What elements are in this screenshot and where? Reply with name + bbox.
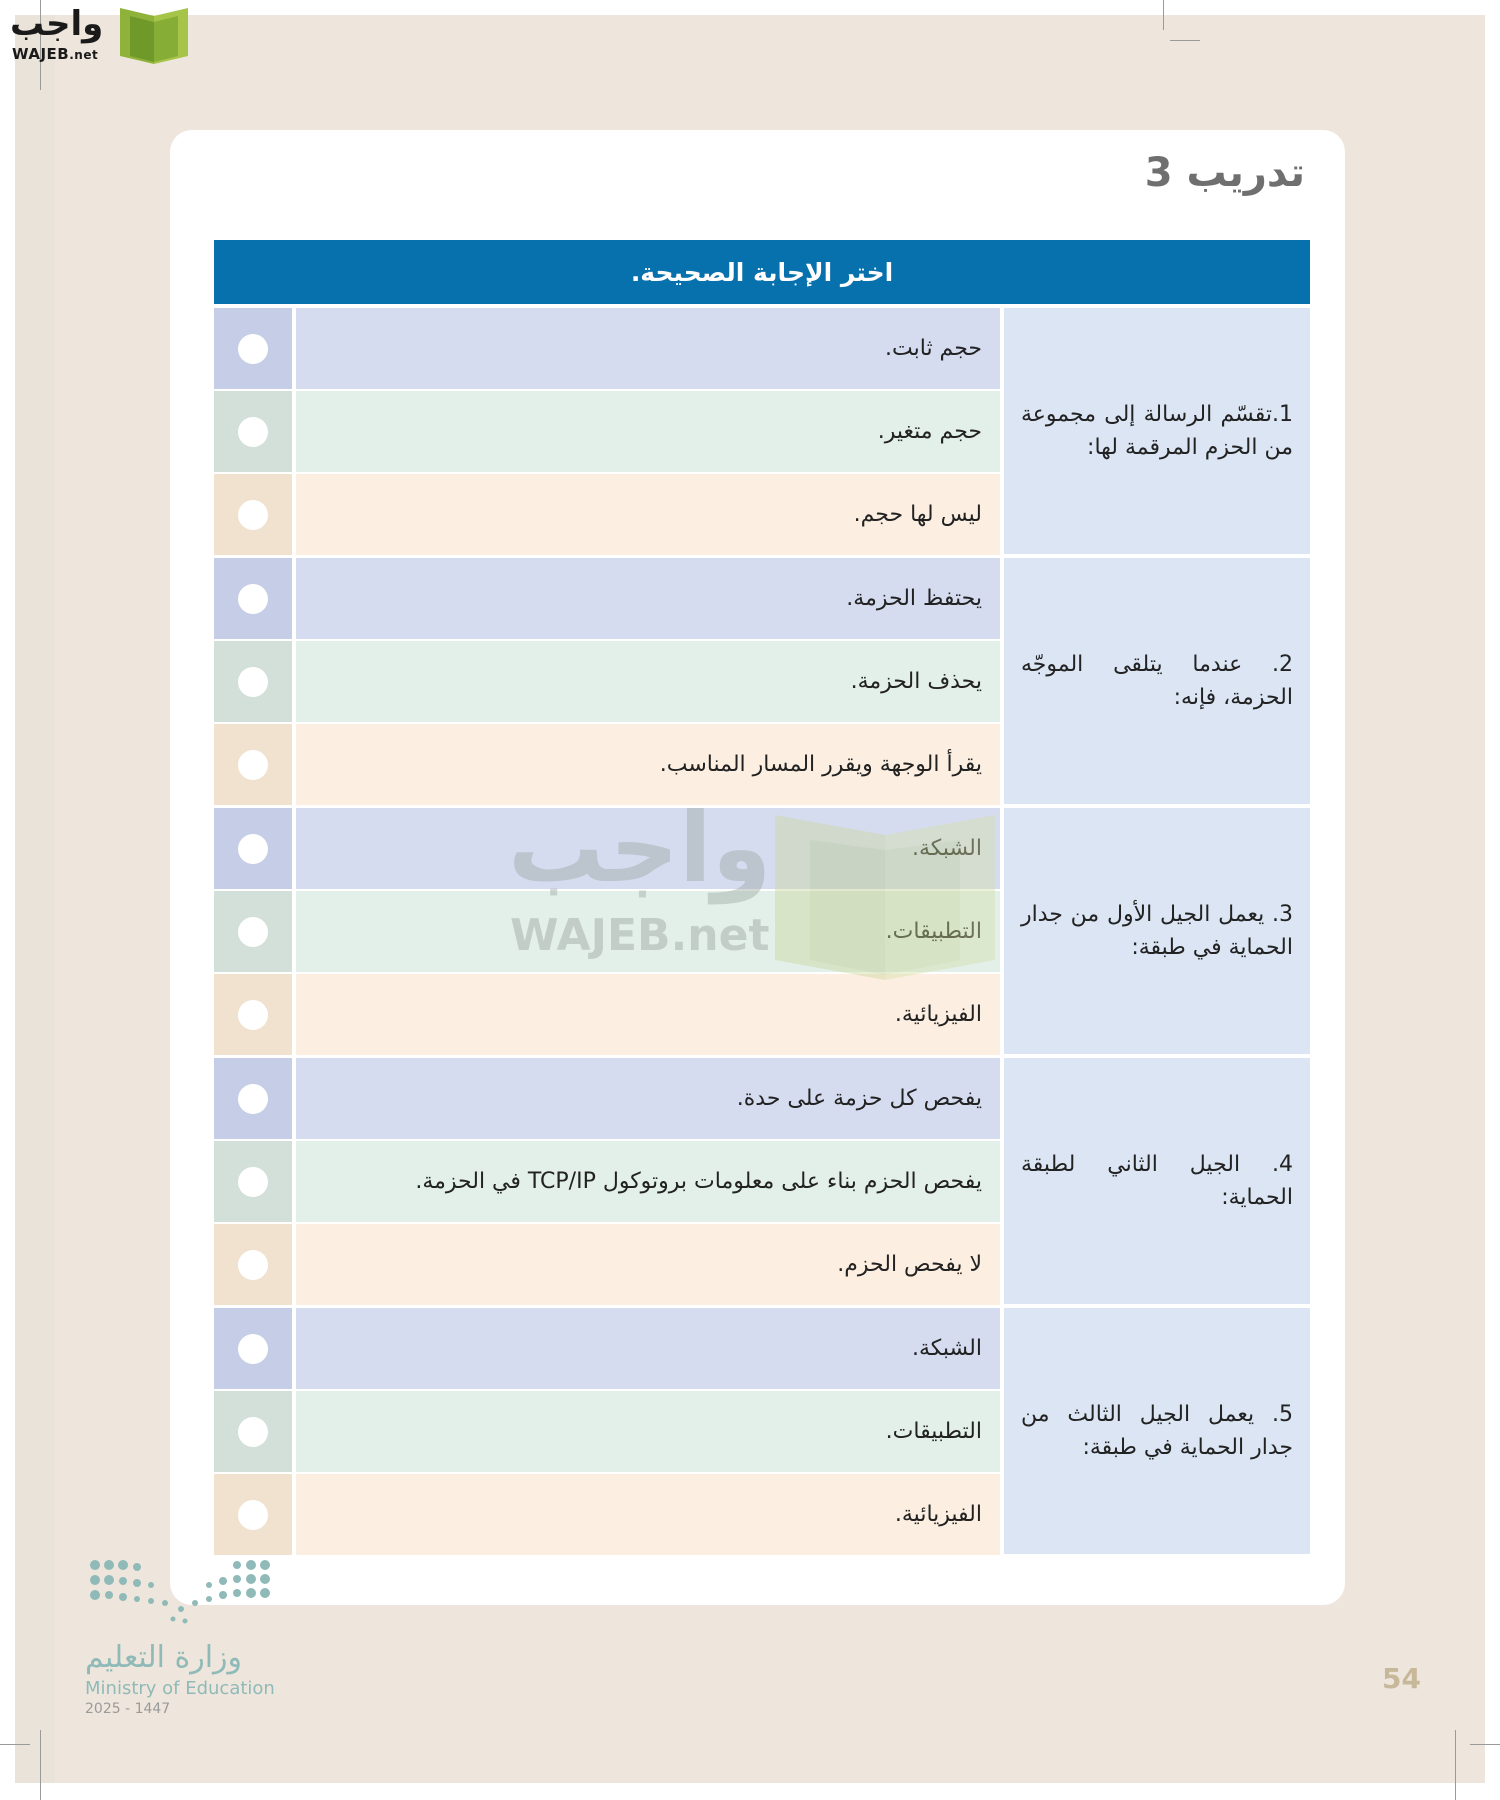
option-text: يفحص كل حزمة على حدة. [296, 1058, 1000, 1139]
question-cell [1004, 1058, 1310, 1304]
radio-button[interactable] [238, 584, 268, 614]
option-text: حجم ثابت. [296, 308, 1000, 389]
question-block [214, 1058, 1310, 1304]
question-cell [1004, 558, 1310, 804]
answer-option[interactable] [214, 391, 1000, 472]
question-text: 4. الجيل الثاني لطبقة الحماية: [1021, 1152, 1293, 1210]
instruction-banner: اختر الإجابة الصحيحة. [214, 240, 1310, 304]
answer-option[interactable] [214, 808, 1000, 889]
radio-cell[interactable] [214, 391, 292, 472]
radio-cell[interactable] [214, 308, 292, 389]
answer-option[interactable] [214, 1474, 1000, 1555]
option-text: لا يفحص الحزم. [296, 1224, 1000, 1305]
crop-mark [0, 1744, 30, 1745]
option-text: يحذف الحزمة. [296, 641, 1000, 722]
radio-cell[interactable] [214, 1141, 292, 1222]
ministry-english-name: Ministry of Education [85, 1678, 275, 1699]
crop-mark [40, 1730, 41, 1800]
radio-button[interactable] [238, 1167, 268, 1197]
ministry-arabic-name: وزارة التعليم [85, 1640, 243, 1675]
answer-option[interactable] [214, 974, 1000, 1055]
question-block [214, 1308, 1310, 1554]
radio-cell[interactable] [214, 808, 292, 889]
answer-option[interactable] [214, 474, 1000, 555]
wajeb-logo[interactable] [10, 4, 190, 68]
ministry-dots-icon [85, 1555, 275, 1625]
answer-option[interactable] [214, 641, 1000, 722]
radio-button[interactable] [238, 917, 268, 947]
radio-button[interactable] [238, 1334, 268, 1364]
question-cell [1004, 1308, 1310, 1554]
question-block [214, 558, 1310, 804]
option-text: التطبيقات. [296, 1391, 1000, 1472]
radio-cell[interactable] [214, 724, 292, 805]
radio-button[interactable] [238, 1417, 268, 1447]
question-cell [1004, 308, 1310, 554]
question-text: 1.تقسّم الرسالة إلى مجموعة من الحزم المرقمة لها: [1021, 402, 1293, 460]
option-text: يفحص الحزم بناء على معلومات بروتوكول TCP/IP في الحزمة. [296, 1141, 1000, 1222]
page-margin-strip [15, 15, 55, 1783]
radio-button[interactable] [238, 417, 268, 447]
radio-button[interactable] [238, 1500, 268, 1530]
question-block [214, 308, 1310, 554]
answer-option[interactable] [214, 308, 1000, 389]
answer-option[interactable] [214, 1308, 1000, 1389]
radio-button[interactable] [238, 750, 268, 780]
question-text: 3. يعمل الجيل الأول من جدار الحماية في طبقة: [1021, 902, 1293, 960]
answer-option[interactable] [214, 1224, 1000, 1305]
option-text: الفيزيائية. [296, 1474, 1000, 1555]
radio-cell[interactable] [214, 558, 292, 639]
radio-button[interactable] [238, 667, 268, 697]
radio-cell[interactable] [214, 891, 292, 972]
exercise-title: تدريب 3 [1144, 150, 1305, 196]
crop-mark [1455, 1730, 1456, 1800]
option-text: ليس لها حجم. [296, 474, 1000, 555]
crop-mark [1470, 1744, 1500, 1745]
ministry-logo [85, 1555, 285, 1725]
radio-cell[interactable] [214, 1391, 292, 1472]
radio-cell[interactable] [214, 1224, 292, 1305]
watermark-latin: WAJEB.net [510, 910, 770, 961]
radio-cell[interactable] [214, 974, 292, 1055]
answer-option[interactable] [214, 724, 1000, 805]
exercise-card [170, 130, 1345, 1605]
crop-mark [1163, 0, 1164, 30]
radio-cell[interactable] [214, 1058, 292, 1139]
question-text: 2. عندما يتلقى الموجّه الحزمة، فإنه: [1021, 652, 1293, 710]
radio-cell[interactable] [214, 641, 292, 722]
option-text: يقرأ الوجهة ويقرر المسار المناسب. [296, 724, 1000, 805]
radio-cell[interactable] [214, 1308, 292, 1389]
option-text: التطبيقات. [296, 891, 1000, 972]
radio-button[interactable] [238, 1000, 268, 1030]
option-text: الشبكة. [296, 808, 1000, 889]
radio-button[interactable] [238, 834, 268, 864]
option-text: الشبكة. [296, 1308, 1000, 1389]
radio-button[interactable] [238, 1250, 268, 1280]
open-book-icon [116, 6, 192, 66]
answer-option[interactable] [214, 558, 1000, 639]
answer-option[interactable] [214, 891, 1000, 972]
watermark-arabic: واجب [508, 792, 772, 904]
radio-button[interactable] [238, 334, 268, 364]
ministry-year: 2025 - 1447 [85, 1701, 171, 1717]
logo-arabic-text: واجب [10, 4, 104, 44]
option-text: الفيزيائية. [296, 974, 1000, 1055]
option-text: حجم متغير. [296, 391, 1000, 472]
option-text: يحتفظ الحزمة. [296, 558, 1000, 639]
question-cell [1004, 808, 1310, 1054]
question-text: 5. يعمل الجيل الثالث من جدار الحماية في طبقة: [1021, 1402, 1293, 1460]
logo-latin-text: WAJEB.net [12, 45, 99, 63]
question-block [214, 808, 1310, 1054]
radio-cell[interactable] [214, 474, 292, 555]
page-number: 54 [1382, 1662, 1421, 1695]
radio-button[interactable] [238, 1084, 268, 1114]
answer-option[interactable] [214, 1058, 1000, 1139]
answer-option[interactable] [214, 1391, 1000, 1472]
crop-mark [1170, 40, 1200, 41]
radio-button[interactable] [238, 500, 268, 530]
radio-cell[interactable] [214, 1474, 292, 1555]
answer-option[interactable] [214, 1141, 1000, 1222]
